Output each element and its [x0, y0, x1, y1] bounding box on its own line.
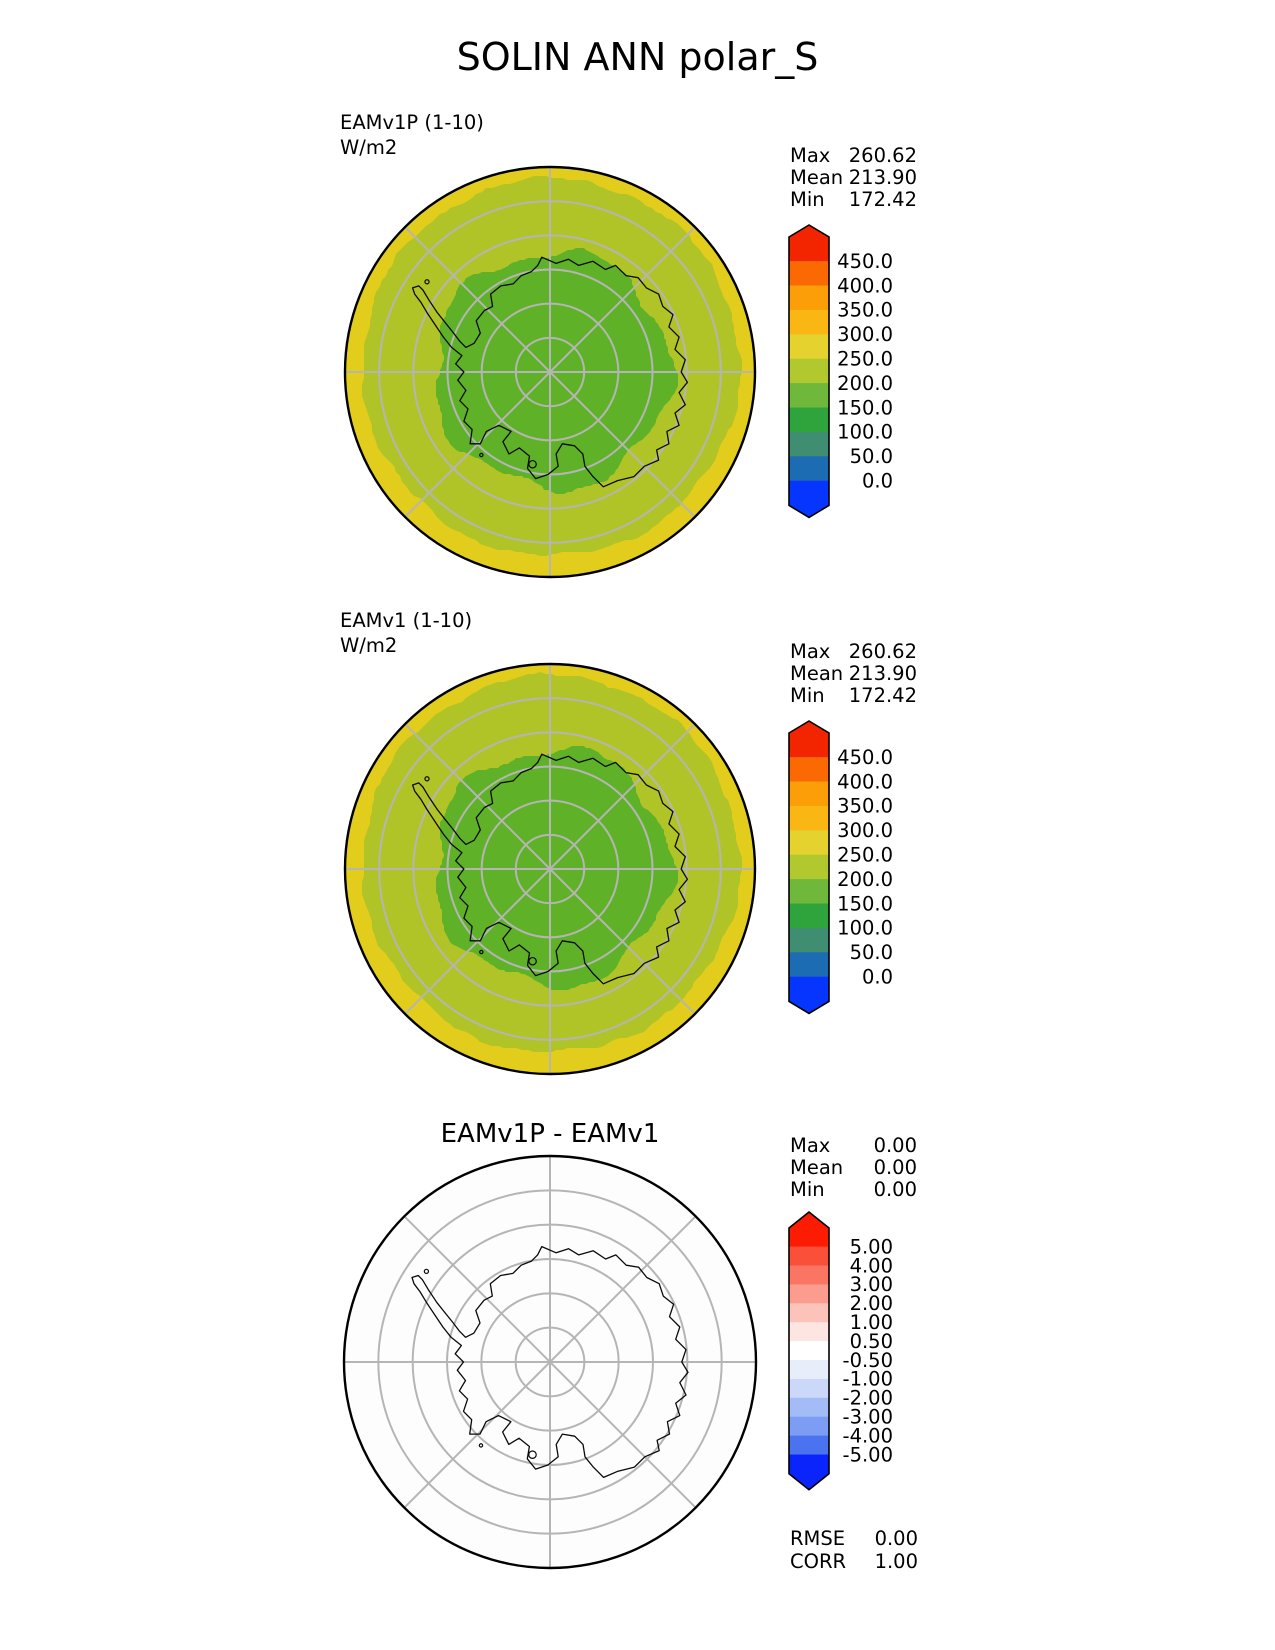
stat-label: Min — [790, 1178, 825, 1201]
panel2-colorbar-band — [789, 733, 829, 758]
panel3-colorbar-bottom-arrow — [789, 1474, 829, 1490]
panel1-colorbar-band — [789, 383, 829, 408]
panel1-colorbar-band — [789, 261, 829, 286]
panel3-colorbar-band — [789, 1455, 829, 1475]
panel3-colorbar-tick-label: -4.00 — [842, 1424, 893, 1448]
panel2-colorbar-tick-label: 50.0 — [849, 941, 893, 965]
panel3-colorbar-band — [789, 1379, 829, 1399]
figure-title: SOLIN ANN polar_S — [456, 35, 819, 79]
panel2-colorbar-tick-label: 250.0 — [837, 843, 893, 867]
panel2-variable-name: EAMv1 (1-10) — [340, 609, 473, 632]
panel1-colorbar-top-arrow — [789, 225, 829, 237]
panel1-colorbar — [789, 225, 893, 517]
panel1-stats — [790, 145, 917, 211]
panel1-colorbar-band — [789, 310, 829, 335]
panel2-colorbar-band — [789, 830, 829, 855]
stat-label: Mean — [790, 662, 844, 685]
panel1-colorbar-band — [789, 237, 829, 262]
stat-value: 0.00 — [873, 1134, 917, 1157]
stat-label: Mean — [790, 166, 844, 189]
panel1-colorbar-tick-label: 400.0 — [837, 274, 893, 298]
stat-value: 0.00 — [873, 1156, 917, 1179]
panel3-colorbar — [789, 1212, 893, 1490]
panel1-variable-label — [340, 110, 484, 160]
stat-value: 260.62 — [848, 144, 917, 167]
panel3-colorbar-tick-label: 2.00 — [849, 1292, 893, 1316]
panel2-colorbar-band — [789, 757, 829, 782]
panel3-colorbar-tick-label: 5.00 — [849, 1235, 893, 1259]
panel3-colorbar-tick-label: -0.50 — [842, 1348, 893, 1372]
panel2-colorbar-band — [789, 782, 829, 807]
panel3-colorbar-tick-label: -5.00 — [842, 1443, 893, 1467]
panel3-colorbar-tick-label: -2.00 — [842, 1386, 893, 1410]
stat-value: 213.90 — [848, 166, 917, 189]
panel1-colorbar-tick-label: 100.0 — [837, 420, 893, 444]
panel1-colorbar-tick-label: 250.0 — [837, 347, 893, 371]
panel1-colorbar-band — [789, 456, 829, 481]
panel2-stat-mean — [790, 663, 917, 685]
panel3-colorbar-tick-label: 0.50 — [849, 1329, 893, 1353]
panel2-colorbar-band — [789, 879, 829, 904]
panel2-variable-label — [340, 608, 472, 658]
panel2-colorbar-band — [789, 806, 829, 831]
metric-label: CORR — [790, 1550, 847, 1573]
panel3-colorbar-band — [789, 1341, 829, 1361]
panel2-map — [345, 664, 755, 1074]
panel1-colorbar-tick-label: 150.0 — [837, 396, 893, 420]
panel2-colorbar-bottom-arrow — [789, 1001, 829, 1013]
panel3-colorbar-tick-label: -1.00 — [842, 1367, 893, 1391]
panel1-colorbar-tick-label: 0.0 — [861, 469, 893, 493]
metric-label: RMSE — [790, 1527, 846, 1550]
panel3-colorbar-tick-label: -3.00 — [842, 1405, 893, 1429]
panel1-colorbar-band — [789, 432, 829, 457]
panel3-stats — [790, 1135, 917, 1201]
panel2-colorbar-band — [789, 952, 829, 977]
panel3-stat-min — [790, 1179, 917, 1201]
panel2-colorbar-tick-label: 350.0 — [837, 794, 893, 818]
stat-label: Max — [790, 1134, 831, 1157]
stat-label: Min — [790, 684, 825, 707]
panel2-colorbar-tick-label: 450.0 — [837, 745, 893, 769]
panel1-colorbar-bottom-arrow — [789, 505, 829, 517]
panel1-colorbar-tick-label: 300.0 — [837, 323, 893, 347]
panel1-stat-min — [790, 189, 917, 211]
panel2-stat-max — [790, 641, 917, 663]
panel2-colorbar-tick-label: 0.0 — [861, 965, 893, 989]
panel3-colorbar-top-arrow — [789, 1212, 829, 1228]
panel1-map — [345, 167, 755, 577]
panel2-colorbar — [789, 721, 893, 1013]
stat-value: 0.00 — [873, 1178, 917, 1201]
stat-label: Mean — [790, 1156, 844, 1179]
metric-value: 1.00 — [874, 1550, 918, 1573]
panel1-colorbar-band — [789, 359, 829, 384]
panel3-stat-mean — [790, 1157, 917, 1179]
panel2-colorbar-top-arrow — [789, 721, 829, 733]
panel3-title: EAMv1P - EAMv1 — [440, 1119, 660, 1149]
panel2-units-label: W/m2 — [340, 634, 398, 657]
panel1-colorbar-band — [789, 286, 829, 311]
panel3-metrics — [790, 1527, 918, 1573]
panel1-colorbar-tick-label: 200.0 — [837, 371, 893, 395]
panel2-stat-min — [790, 685, 917, 707]
stat-value: 172.42 — [848, 684, 917, 707]
panel2-colorbar-tick-label: 300.0 — [837, 819, 893, 843]
panel1-colorbar-tick-label: 350.0 — [837, 298, 893, 322]
stat-label: Min — [790, 188, 825, 211]
panel1-colorbar-band — [789, 334, 829, 359]
panel3-map — [344, 1156, 756, 1568]
panel2-colorbar-tick-label: 150.0 — [837, 892, 893, 916]
panel1-colorbar-band — [789, 481, 829, 506]
panel2-colorbar-tick-label: 200.0 — [837, 867, 893, 891]
panel2-colorbar-band — [789, 928, 829, 953]
metric-value: 0.00 — [874, 1527, 918, 1550]
panel2-colorbar-band — [789, 855, 829, 880]
panel3-colorbar-band — [789, 1247, 829, 1267]
panel3-colorbar-tick-label: 1.00 — [849, 1311, 893, 1334]
panel3-colorbar-band — [789, 1322, 829, 1342]
panel1-colorbar-tick-label: 450.0 — [837, 249, 893, 273]
panel3-colorbar-tick-label: 4.00 — [849, 1254, 893, 1278]
panel3-colorbar-band — [789, 1228, 829, 1248]
panel2-colorbar-tick-label: 400.0 — [837, 770, 893, 794]
panel1-units-label: W/m2 — [340, 136, 398, 159]
panel3-colorbar-band — [789, 1398, 829, 1418]
panel3-stat-max — [790, 1135, 917, 1157]
panel2-stats — [790, 641, 917, 707]
panel2-colorbar-tick-label: 100.0 — [837, 916, 893, 940]
panel3-colorbar-band — [789, 1284, 829, 1304]
panel1-stat-max — [790, 145, 917, 167]
stat-label: Max — [790, 640, 831, 663]
panel3-colorbar-band — [789, 1417, 829, 1437]
stat-label: Max — [790, 144, 831, 167]
stat-value: 172.42 — [848, 188, 917, 211]
panel1-colorbar-band — [789, 408, 829, 433]
panel3-colorbar-band — [789, 1266, 829, 1286]
panel3-metric-corr — [790, 1550, 918, 1573]
panel1-colorbar-tick-label: 50.0 — [849, 445, 893, 469]
panel2-colorbar-band — [789, 977, 829, 1002]
panel3-metric-rmse — [790, 1527, 918, 1550]
stat-value: 260.62 — [848, 640, 917, 663]
panel1-stat-mean — [790, 167, 917, 189]
panel3-colorbar-band — [789, 1436, 829, 1456]
stat-value: 213.90 — [848, 662, 917, 685]
panel2-colorbar-band — [789, 904, 829, 929]
panel3-colorbar-tick-label: 3.00 — [849, 1273, 893, 1297]
panel1-variable-name: EAMv1P (1-10) — [340, 111, 484, 134]
panel3-colorbar-band — [789, 1303, 829, 1323]
panel3-colorbar-band — [789, 1360, 829, 1380]
